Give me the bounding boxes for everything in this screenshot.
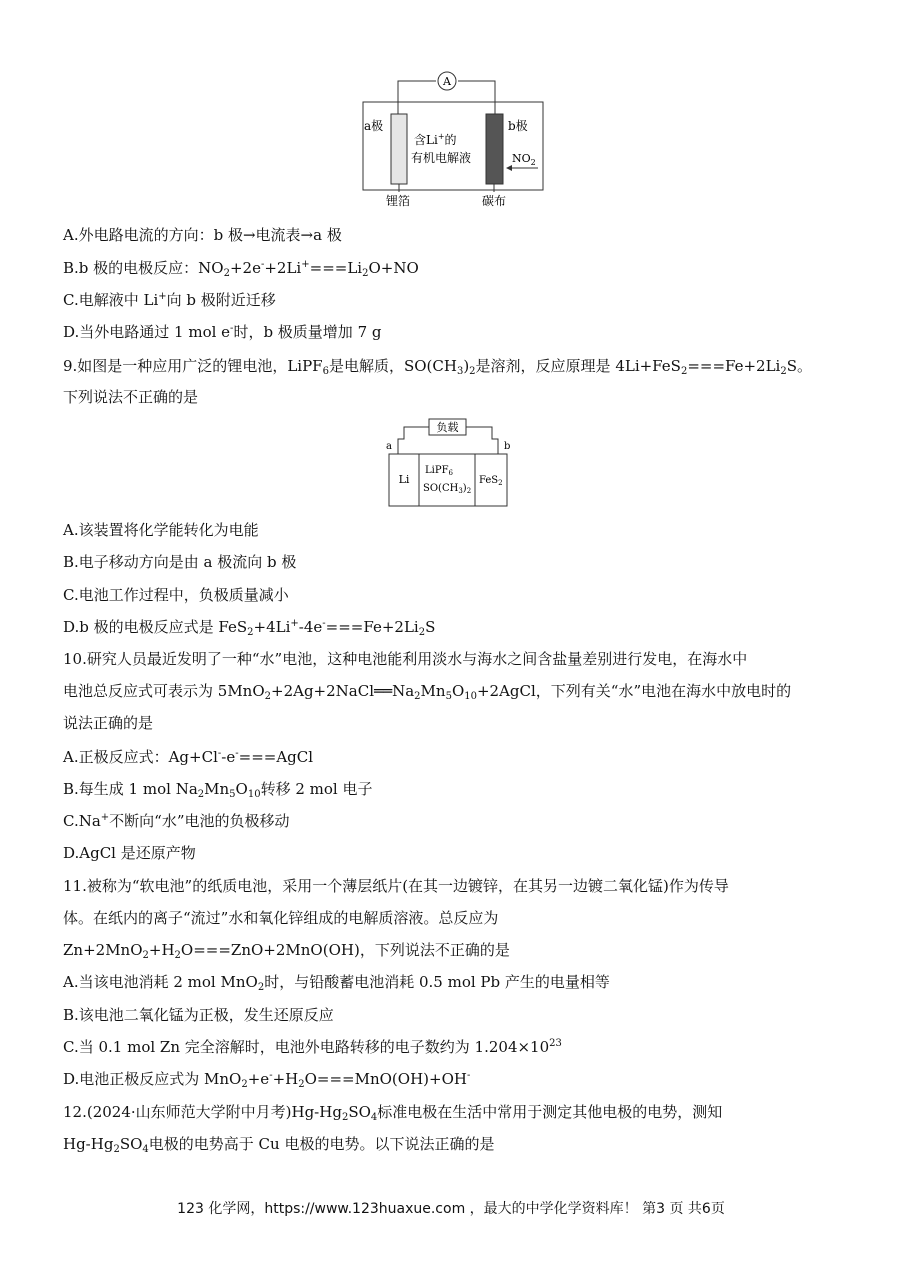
a-electrode-label: a极 — [364, 119, 384, 133]
q8-option-b: B.b 极的电极反应：$NO_2+2e^-+2Li^+===Li_2O+NO$ — [63, 259, 419, 279]
electrode-a-label: a — [386, 441, 392, 452]
page-footer: 123 化学网，https://www.123huaxue.com ，最大的中学化学资料库！ 第3 页 共6页 — [177, 1201, 725, 1217]
b-electrode-label: b极 — [508, 119, 528, 133]
q11-option-d: D.电池正极反应式为 $MnO_2+e^-+H_2O===MnO(OH)+OH^-$ — [63, 1070, 471, 1090]
q11-stem-line3: $Zn+2MnO_2+H_2O===ZnO+2MnO(OH)$，下列说法不正确的是 — [63, 941, 510, 961]
battery-diagram-li-no2 — [358, 68, 548, 210]
electrode-b-label: b — [504, 441, 511, 452]
q8-option-c: C.电解液中 Li+向 b 极附近迁移 — [63, 291, 276, 309]
q9-option-d: D.b 极的电极反应式是 $FeS_2+4Li^+-4e^-===Fe+2Li_2S$ — [63, 618, 436, 638]
q9-stem-line1: 9.如图是一种应用广泛的锂电池，LiPF$_6$是电解质，$SO(CH_3)_2$是溶剂，反应原理是 $4Li+FeS_2===Fe+2Li_2S$。 — [63, 357, 813, 377]
q10-option-b: B.每生成 1 mol $Na_2Mn_5O_{10}$转移 2 mol 电子 — [63, 780, 373, 800]
q10-stem-line2: 电池总反应式可表示为 $5MnO_2+2Ag+2NaCl══Na_2Mn_5O_{10}+2AgCl$，下列有关“水”电池在海水中放电时的 — [63, 682, 792, 702]
ammeter-label: A — [443, 75, 451, 88]
battery-diagram-li-fes2 — [382, 416, 514, 510]
q11-stem-line2: 体。在纸内的离子“流过”水和氧化锌组成的电解质溶液。总反应为 — [63, 909, 499, 927]
a-material-label: 锂箔 — [386, 194, 411, 208]
q11-option-c: C.当 0.1 mol Zn 完全溶解时，电池外电路转移的电子数约为 $1.204\times 10^{23}$ — [63, 1038, 562, 1056]
q11-stem-line1: 11.被称为“软电池”的纸质电池，采用一个薄层纸片(在其一边镀锌，在其另一边镀二氧化锰)作为传导 — [63, 877, 729, 895]
gas-label: $NO_2$ — [512, 152, 536, 167]
q11-option-a: A.当该电池消耗 2 mol MnO$_2$时，与铅酸蓄电池消耗 0.5 mol Pb 产生的电量相等 — [63, 973, 610, 993]
solvent-label: $SO(CH_3)_2$ — [423, 483, 472, 495]
fes2-label: FeS$_2$ — [479, 475, 503, 487]
q10-stem-line3: 说法正确的是 — [63, 714, 154, 732]
b-material-label: 碳布 — [482, 194, 507, 208]
load-label: 负载 — [436, 421, 459, 434]
q9-stem-line2: 下列说法不正确的是 — [63, 388, 199, 406]
electrolyte-label-2: 有机电解液 — [411, 151, 472, 165]
q10-option-c: C.Na+不断向“水”电池的负极移动 — [63, 812, 290, 830]
q9-option-c: C.电池工作过程中，负极质量减小 — [63, 586, 289, 604]
q10-stem-line1: 10.研究人员最近发明了一种“水”电池，这种电池能利用淡水与海水之间含盐量差别进行发电，在海水中 — [63, 650, 748, 668]
electrolyte-label-1: 含Li+的 — [414, 132, 457, 147]
q9-option-a: A.该装置将化学能转化为电能 — [63, 521, 259, 539]
q10-option-d: D.AgCl 是还原产物 — [63, 844, 196, 862]
q10-option-a: A.正极反应式：Ag+Cl--e-===AgCl — [63, 748, 314, 766]
q11-option-b: B.该电池二氧化锰为正极，发生还原反应 — [63, 1006, 334, 1024]
q12-stem-line1: 12.(2024·山东师范大学附中月考)$Hg-Hg_2SO_4$标准电极在生活中常用于测定其他电极的电势，测知 — [63, 1103, 723, 1123]
q12-stem-line2: $Hg-Hg_2SO_4$电极的电势高于 Cu 电极的电势。以下说法正确的是 — [63, 1135, 495, 1155]
q8-option-a: A.外电路电流的方向：b 极→电流表→a 极 — [63, 226, 342, 244]
q8-option-d: D.当外电路通过 1 mol e-时，b 极质量增加 7 g — [63, 323, 382, 341]
li-label: Li — [398, 473, 410, 486]
electrolyte-label: LiPF$_6$ — [425, 465, 453, 477]
q9-option-b: B.电子移动方向是由 a 极流向 b 极 — [63, 553, 297, 571]
